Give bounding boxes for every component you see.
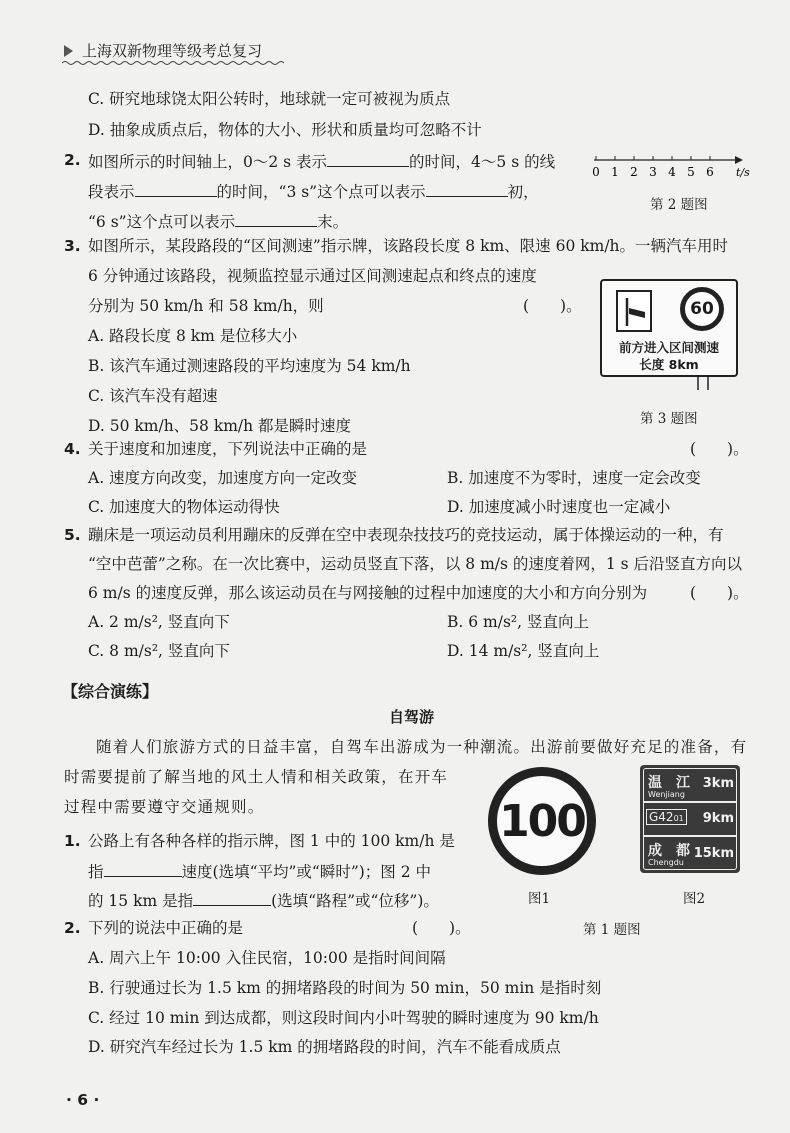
dir-wenjiang-dist: 3km [702, 776, 734, 791]
q5-option-a: A. 2 m/s², 竖直向下 [88, 613, 230, 631]
speed-limit-100-icon: 100 [488, 767, 596, 875]
section-title: 自驾游 [389, 708, 435, 726]
q2-number: 2. [64, 151, 81, 169]
interval-speed-sign [600, 279, 738, 377]
direction-sign [640, 765, 740, 873]
sign-posts [690, 376, 720, 392]
s1-line1: 公路上有各种各样的指示牌，图 1 中的 100 km/h 是 [88, 832, 455, 850]
q2-blank-4[interactable] [235, 210, 317, 227]
q3-answer-paren[interactable]: ( )。 [523, 297, 582, 315]
q4-answer-paren[interactable]: ( )。 [690, 440, 749, 458]
dir-separator-2 [643, 835, 737, 837]
header-wavy-underline [62, 60, 287, 66]
s2-option-d: D. 研究汽车经过长为 1.5 km 的拥堵路段的时间，汽车不能看成质点 [88, 1038, 561, 1056]
q4-option-c: C. 加速度大的物体运动得快 [88, 498, 280, 516]
q2-blank-2[interactable] [135, 180, 217, 197]
s2-option-c: C. 经过 10 min 到达成都，则这段时间内小叶驾驶的瞬时速度为 90 km/h [88, 1009, 599, 1027]
q2-line1-a: 如图所示的时间轴上，0～2 s 表示 [88, 153, 328, 171]
s2-stem: 下列的说法中正确的是 [88, 919, 244, 937]
camera-icon [616, 290, 652, 332]
sign-text-line1: 前方进入区间测速 [618, 340, 719, 355]
q2-line2-c: 初， [507, 183, 539, 201]
q2-line2-b: 的时间，“3 s”这个点可以表示 [216, 183, 426, 201]
s2-option-b: B. 行驶通过长为 1.5 km 的拥堵路段的时间为 50 min，50 min 是指时刻 [88, 979, 602, 997]
s1-blank-2[interactable] [193, 889, 271, 906]
q4-option-a: A. 速度方向改变，加速度方向一定改变 [88, 469, 358, 487]
dir-g42-dist: 9km [702, 811, 734, 826]
q5-number: 5. [64, 526, 81, 544]
s1-blank-1[interactable] [104, 860, 182, 877]
q3-option-c: C. 该汽车没有超速 [88, 387, 218, 405]
q2-line2-a: 段表示 [88, 183, 135, 201]
q2-blank-3[interactable] [426, 180, 508, 197]
q3-option-d: D. 50 km/h、58 km/h 都是瞬时速度 [88, 417, 352, 435]
section-heading: 【综合演练】 [62, 682, 159, 701]
header-title: 上海双新物理等级考总复习 [82, 42, 263, 60]
prev-option-c: C. 研究地球饶太阳公转时，地球就一定可被视为质点 [88, 90, 451, 108]
dir-chengdu-cn: 成 都 [648, 843, 690, 859]
prev-option-d: D. 抽象成质点后，物体的大小、形状和质量均可忽略不计 [88, 121, 482, 139]
q3-line1: 如图所示，某段路段的“区间测速”指示牌，该路段长度 8 km、限速 60 km/h。一辆汽车用时 [88, 237, 729, 255]
header-arrow-icon [64, 45, 73, 57]
axis-tick-label: 2 [630, 165, 638, 179]
q5-line2: “空中芭蕾”之称。在一次比赛中，运动员竖直下落，以 8 m/s 的速度着网，1 s 后沿竖直方向以 [88, 555, 743, 573]
section-para-line1: 随着人们旅游方式的日益丰富，自驾车出游成为一种潮流。出游前要做好充足的准备，有 [96, 738, 748, 756]
q5-option-b: B. 6 m/s², 竖直向上 [447, 613, 589, 631]
s1-line2-a: 指 [88, 863, 104, 881]
q2-line3-b: 末。 [317, 213, 349, 231]
q3-number: 3. [64, 237, 81, 255]
q2-line2 [88, 180, 539, 202]
s2-number: 2. [64, 919, 81, 937]
dir-chengdu-en: Chengdu [648, 858, 684, 867]
q2-figure-caption: 第 2 题图 [650, 197, 708, 213]
axis-unit-label: t/s [736, 166, 750, 179]
axis-tick-label: 5 [687, 165, 695, 179]
q3-figure-caption: 第 3 题图 [640, 411, 698, 427]
dir-chengdu-dist: 15km [693, 846, 734, 861]
section-para-line3: 过程中需要遵守交通规则。 [64, 798, 265, 816]
q2-blank-1[interactable] [327, 150, 409, 167]
q3-option-b: B. 该汽车通过测速路段的平均速度为 54 km/h [88, 357, 411, 375]
dir-separator-1 [643, 801, 737, 803]
dir-wenjiang-en: Wenjiang [648, 790, 685, 799]
q5-option-d: D. 14 m/s², 竖直向上 [447, 642, 600, 660]
fig2-caption: 图2 [683, 891, 706, 907]
q3-line2: 6 分钟通过该路段，视频监控显示通过区间测速起点和终点的速度 [88, 267, 537, 285]
page-number: · 6 · [66, 1091, 100, 1109]
q5-line3: 6 m/s 的速度反弹，那么该运动员在与网接触的过程中加速度的大小和方向分别为 [88, 584, 648, 602]
q5-answer-paren[interactable]: ( )。 [690, 584, 749, 602]
axis-tick-label: 6 [706, 165, 714, 179]
axis-tick-label: 3 [649, 165, 657, 179]
time-axis-arrow-icon [735, 156, 743, 164]
q4-option-b: B. 加速度不为零时，速度一定会改变 [447, 469, 701, 487]
s1-figure-caption: 第 1 题图 [583, 922, 641, 938]
q3-line3: 分别为 50 km/h 和 58 km/h，则 [88, 297, 324, 315]
q4-stem: 关于速度和加速度，下列说法中正确的是 [88, 440, 368, 458]
q2-line3 [88, 210, 348, 232]
q2-line1 [88, 150, 555, 172]
section-para-line2: 时需要提前了解当地的风土人情和相关政策，在开车 [64, 768, 449, 786]
q2-line3-a: “6 s”这个点可以表示 [88, 213, 236, 231]
axis-tick-label: 1 [611, 165, 619, 179]
q2-line1-b: 的时间，4～5 s 的线 [409, 153, 556, 171]
route-g42-sub: 01 [673, 814, 684, 823]
axis-tick-label: 0 [592, 165, 600, 179]
s1-number: 1. [64, 832, 81, 850]
s1-line3-b: (选填“路程”或“位移”)。 [271, 892, 439, 910]
s1-line2-b: 速度(选填“平均”或“瞬时”)；图 2 中 [181, 863, 432, 881]
route-g42: G42 [649, 810, 674, 824]
dir-wenjiang-cn: 温 江 [648, 775, 690, 791]
q3-option-a: A. 路段长度 8 km 是位移大小 [88, 327, 298, 345]
s2-answer-paren[interactable]: ( )。 [412, 919, 471, 937]
fig1-caption: 图1 [528, 891, 551, 907]
q4-number: 4. [64, 440, 81, 458]
s1-line2 [88, 860, 431, 882]
s1-line3 [88, 889, 439, 911]
q4-option-d: D. 加速度减小时速度也一定减小 [447, 498, 671, 516]
s2-option-a: A. 周六上午 10:00 入住民宿，10:00 是指时间间隔 [88, 949, 446, 967]
sign-text-line2: 长度 8km [639, 357, 699, 372]
time-axis-figure [590, 150, 750, 184]
axis-tick-label: 4 [668, 165, 676, 179]
q5-option-c: C. 8 m/s², 竖直向下 [88, 642, 230, 660]
route-g42-badge [646, 809, 687, 825]
s1-line3-a: 的 15 km 是指 [88, 892, 194, 910]
q5-line1: 蹦床是一项运动员利用蹦床的反弹在空中表现杂技技巧的竞技运动，属于体操运动的一种，有 [88, 526, 724, 544]
speed-limit-60-icon: 60 [680, 287, 724, 331]
